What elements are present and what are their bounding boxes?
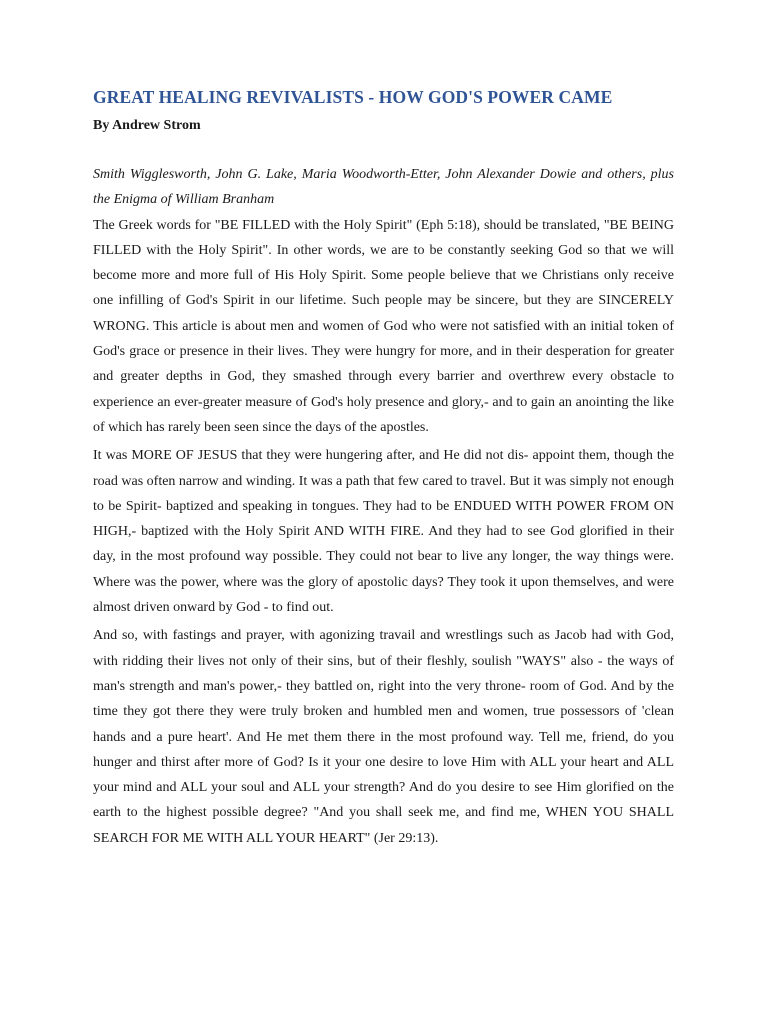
body-paragraph: It was MORE OF JESUS that they were hungering after, and He did not dis- appoint them, though the road was often narrow and winding. It was a path that few cared to travel. But it was simply not enough to be Spirit- baptized and speaking in tongues. They had to be ENDUED WITH POWER FROM ON HIGH,- baptized with the Holy Spirit AND WITH FIRE. And they had to see God glorified in their day, in the most profound way possible. They could not bear to live any longer, the way things were. Where was the power, where was the glory of apostolic days? They took it upon themselves, and were almost driven onward by God - to find out. (93, 448, 674, 616)
author-byline: By Andrew Strom (93, 118, 201, 133)
document-subtitle: Smith Wigglesworth, John G. Lake, Maria Woodworth-Etter, John Alexander Dowie and others, plus the Enigma of William Branham (93, 167, 674, 208)
document-title: GREAT HEALING REVIVALISTS - HOW GOD'S POWER CAME (93, 87, 613, 107)
body-paragraph: The Greek words for "BE FILLED with the Holy Spirit" (Eph 5:18), should be translated, "BE BEING FILLED with the Holy Spirit". In other words, we are to be constantly seeking God so that we will become more and more full of His Holy Spirit. Some people believe that we Christians only receive one infilling of God's Spirit in our lifetime. Such people may be sincere, but they are SINCERELY WRONG. This article is about men and women of God who were not satisfied with an initial token of God's grace or presence in their lives. They were hungry for more, and in their desperation for greater and greater depths in God, they smashed through every barrier and overthrew every obstacle to experience an ever-greater measure of God's holy presence and glory,- and to gain an anointing the like of which has rarely been seen since the days of the apostles. (93, 217, 674, 435)
body-paragraph: And so, with fastings and prayer, with agonizing travail and wrestlings such as Jacob had with God, with ridding their lives not only of their sins, but of their fleshly, soulish "WAYS" also - the ways of man's strength and man's power,- they battled on, right into the very throne- room of God. And by the time they got there they were truly broken and humbled men and women, true possessors of 'clean hands and a pure heart'. And He met them there in the most profound way. Tell me, friend, do you hunger and thirst after more of God? Is it your one desire to love Him with ALL your heart and ALL your mind and ALL your soul and ALL your strength? And do you desire to see Him glorified on the earth to the highest possible degree? "And you shall seek me, and find me, WHEN YOU SHALL SEARCH FOR ME WITH ALL YOUR HEART" (Jer 29:13). (93, 628, 674, 846)
document-page (93, 86, 674, 854)
